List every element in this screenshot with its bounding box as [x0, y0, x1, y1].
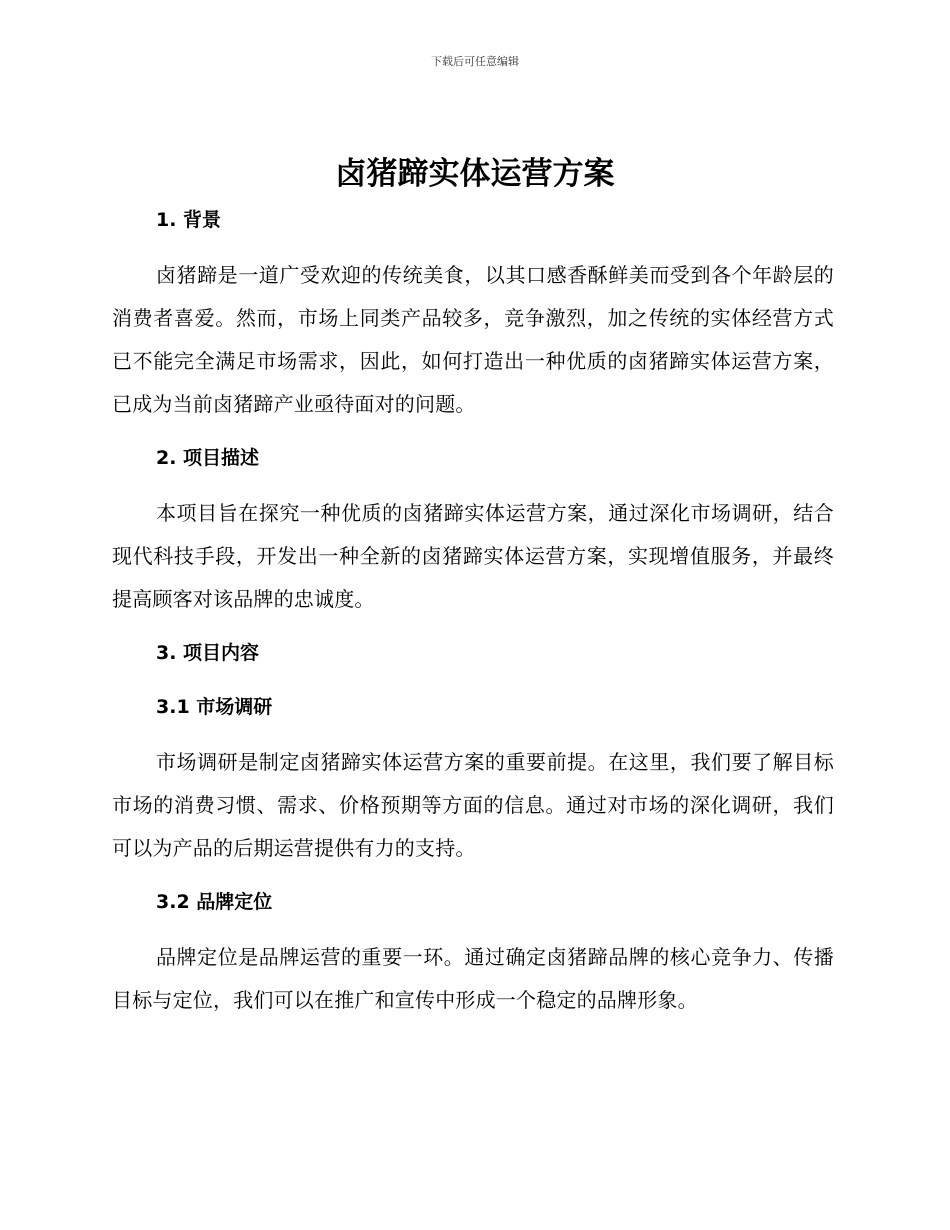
section-heading-project-description: 2. 项目描述: [156, 447, 260, 469]
section-heading-brand-positioning: 3.2 品牌定位: [156, 891, 273, 913]
section-heading-project-content: 3. 项目内容: [156, 642, 260, 664]
document-body: [112, 200, 834, 1034]
page-header-note: 下载后可任意编辑: [431, 55, 519, 68]
section-heading-background: 1. 背景: [156, 209, 222, 231]
section-heading-market-research: 3.1 市场调研: [156, 696, 273, 718]
section-paragraph-brand-positioning: 品牌定位是品牌运营的重要一环。通过确定卤猪蹄品牌的核心竞争力、传播目标与定位，我们可以在推广和宣传中形成一个稳定的品牌形象。: [112, 945, 834, 1012]
section-paragraph-project-description: 本项目旨在探究一种优质的卤猪蹄实体运营方案，通过深化市场调研，结合现代科技手段，开发出一种全新的卤猪蹄实体运营方案，实现增值服务，并最终提高顾客对该品牌的忠诚度。: [112, 501, 834, 611]
section-paragraph-background: 卤猪蹄是一道广受欢迎的传统美食，以其口感香酥鲜美而受到各个年龄层的消费者喜爱。然而，市场上同类产品较多，竞争激烈，加之传统的实体经营方式已不能完全满足市场需求，因此，如何打造出一种优质的卤猪蹄实体运营方案，已成为当前卤猪蹄产业亟待面对的问题。: [112, 263, 834, 416]
section-paragraph-market-research: 市场调研是制定卤猪蹄实体运营方案的重要前提。在这里，我们要了解目标市场的消费习惯、需求、价格预期等方面的信息。通过对市场的深化调研，我们可以为产品的后期运营提供有力的支持。: [112, 750, 834, 860]
document-title: 卤猪蹄实体运营方案: [335, 156, 615, 192]
